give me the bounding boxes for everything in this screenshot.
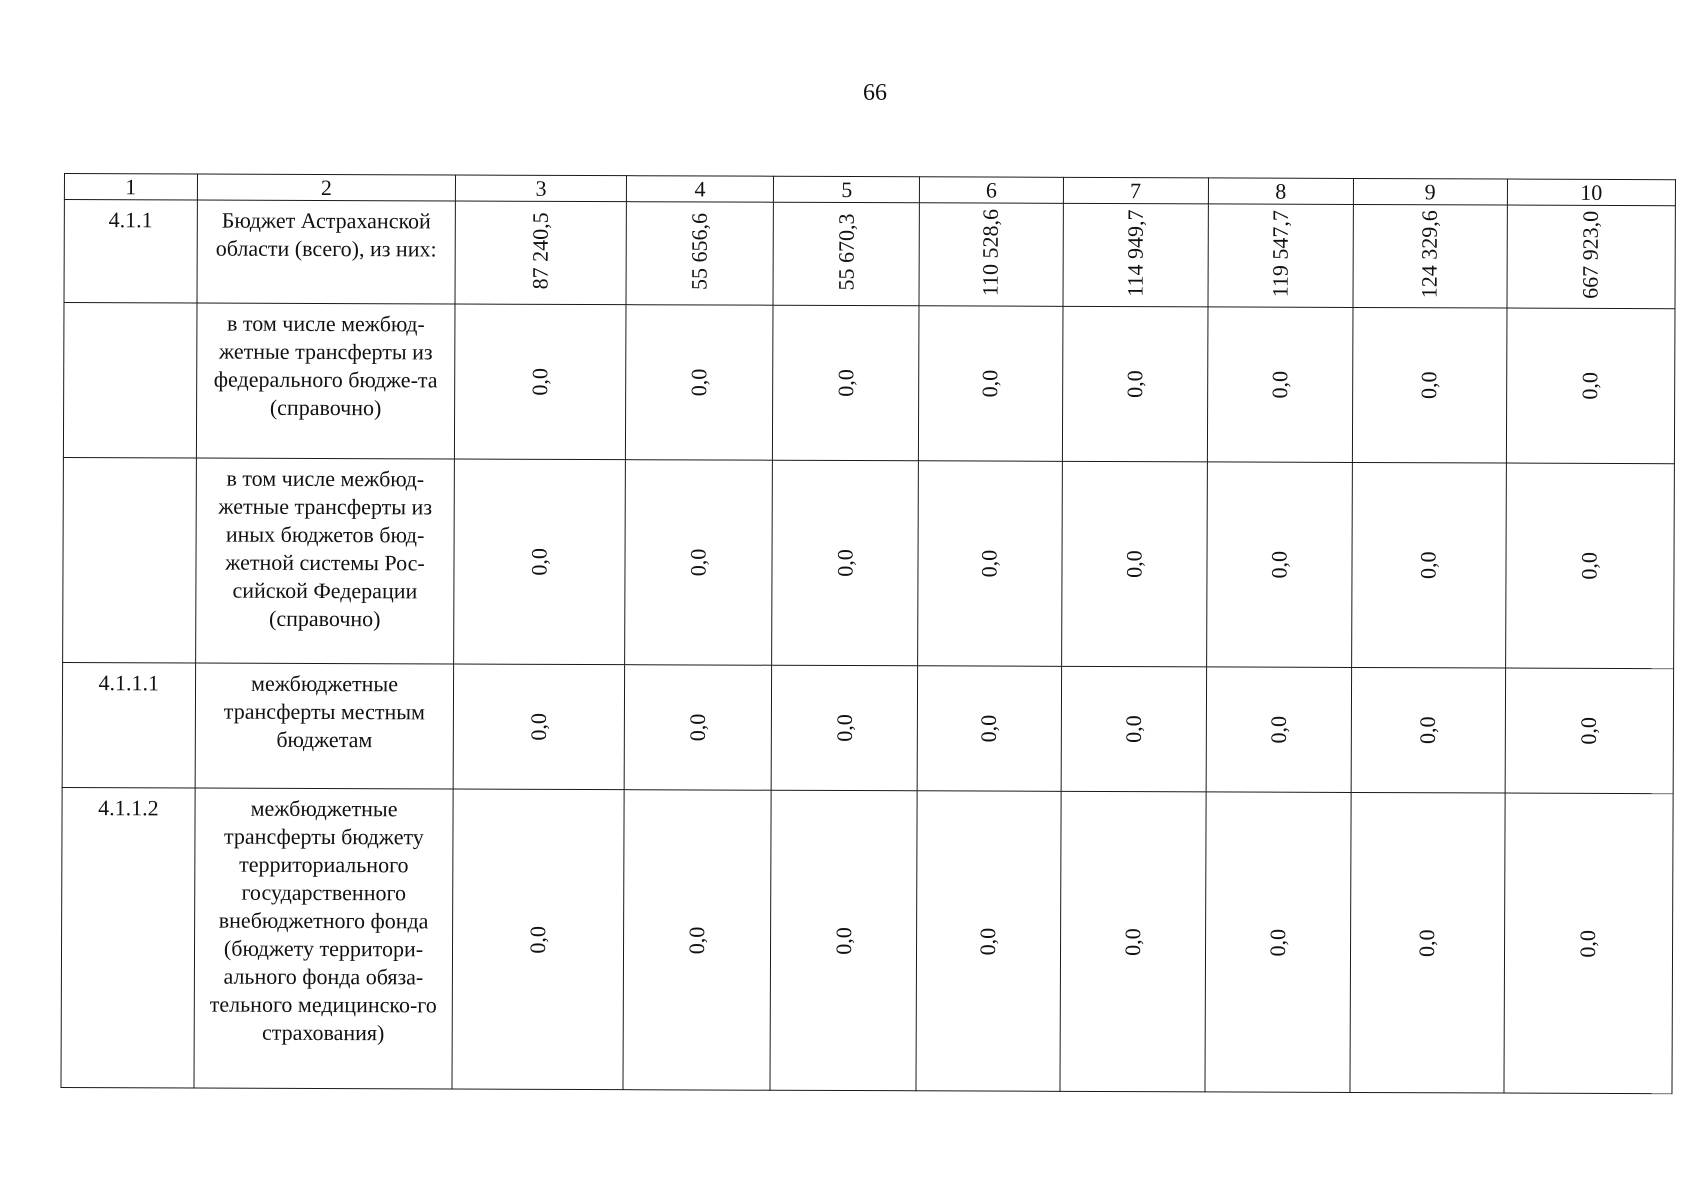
table-row bbox=[62, 662, 1673, 793]
value-text: 0,0 bbox=[832, 549, 858, 577]
value-cell bbox=[624, 460, 772, 666]
value-cell bbox=[1352, 307, 1506, 463]
value-cell bbox=[1505, 668, 1674, 794]
value-text: 0,0 bbox=[684, 713, 710, 742]
value-cell bbox=[454, 459, 625, 665]
column-number-6: 6 bbox=[920, 177, 1063, 204]
row-description: межбюджетные трансферты бюджету территориального государственного внебюджетного фонда (бюджету территори-ального фонда обяза-тельного медицинско-го страхования) bbox=[194, 788, 454, 1089]
value-text: 114 949,7 bbox=[1122, 209, 1148, 297]
value-text: 87 240,5 bbox=[527, 212, 553, 290]
value-text: 667 923,0 bbox=[1577, 210, 1604, 299]
value-text: 0,0 bbox=[525, 713, 552, 741]
value-cell bbox=[455, 201, 626, 305]
value-text: 0,0 bbox=[1119, 927, 1145, 956]
column-number-4: 4 bbox=[626, 176, 773, 203]
value-cell bbox=[1206, 667, 1352, 793]
value-text: 0,0 bbox=[526, 548, 552, 576]
value-cell bbox=[1063, 203, 1209, 307]
value-text: 0,0 bbox=[1415, 716, 1441, 745]
value-cell bbox=[772, 460, 919, 666]
column-number-10: 10 bbox=[1507, 179, 1676, 206]
value-text: 0,0 bbox=[976, 714, 1002, 743]
row-number bbox=[63, 303, 196, 459]
value-cell bbox=[624, 665, 772, 791]
table-row bbox=[63, 303, 1675, 464]
value-text: 0,0 bbox=[977, 369, 1003, 398]
value-text: 0,0 bbox=[976, 549, 1003, 578]
value-cell bbox=[1206, 462, 1352, 668]
value-text: 0,0 bbox=[527, 368, 553, 396]
column-number-7: 7 bbox=[1063, 177, 1208, 204]
value-cell bbox=[1506, 308, 1675, 464]
value-cell bbox=[623, 790, 771, 1091]
value-cell bbox=[773, 202, 920, 306]
value-text: 0,0 bbox=[830, 926, 856, 955]
value-text: 0,0 bbox=[1120, 715, 1146, 743]
value-text: 124 329,6 bbox=[1416, 210, 1443, 299]
value-text: 0,0 bbox=[1576, 717, 1602, 745]
value-cell bbox=[916, 791, 1060, 1092]
value-cell bbox=[918, 461, 1062, 667]
value-text: 0,0 bbox=[831, 714, 857, 742]
value-text: 55 656,6 bbox=[686, 212, 712, 290]
value-text: 0,0 bbox=[1266, 370, 1293, 399]
column-number-9: 9 bbox=[1353, 178, 1507, 205]
column-number-8: 8 bbox=[1208, 178, 1353, 205]
value-cell bbox=[1507, 205, 1676, 309]
value-cell bbox=[770, 790, 917, 1091]
value-cell bbox=[918, 666, 1062, 792]
value-cell bbox=[771, 665, 918, 791]
value-cell bbox=[1207, 307, 1353, 463]
value-text: 0,0 bbox=[1266, 550, 1292, 579]
value-cell bbox=[1351, 667, 1505, 793]
value-cell bbox=[1061, 666, 1207, 792]
row-description: в том числе межбюд-жетные трансферты из иных бюджетов бюд-жетной системы Рос-сийской Федерации (справочно) bbox=[195, 458, 455, 664]
column-number-5: 5 bbox=[774, 176, 920, 203]
value-text: 0,0 bbox=[685, 548, 711, 577]
row-number bbox=[63, 457, 196, 663]
column-number-2: 2 bbox=[197, 174, 456, 201]
table-row bbox=[63, 457, 1675, 668]
row-number: 4.1.1.1 bbox=[62, 662, 195, 788]
value-cell bbox=[1352, 462, 1506, 668]
value-text: 0,0 bbox=[1414, 928, 1440, 957]
value-text: 0,0 bbox=[525, 925, 551, 954]
row-description: в том числе межбюд-жетные трансферты из федерального бюдже-та (справочно) bbox=[196, 303, 455, 459]
value-cell bbox=[625, 305, 773, 461]
value-text: 0,0 bbox=[1121, 370, 1147, 398]
row-number: 4.1.1.2 bbox=[61, 787, 195, 1088]
budget-table bbox=[60, 173, 1676, 1094]
value-cell bbox=[919, 203, 1062, 307]
value-text: 0,0 bbox=[1121, 550, 1147, 578]
table-row bbox=[61, 787, 1673, 1093]
value-text: 0,0 bbox=[1577, 372, 1603, 400]
value-text: 119 547,7 bbox=[1267, 209, 1293, 298]
value-cell bbox=[454, 664, 625, 790]
value-cell bbox=[1350, 792, 1505, 1093]
value-text: 55 670,3 bbox=[833, 213, 859, 291]
value-cell bbox=[919, 306, 1063, 462]
column-number-1: 1 bbox=[64, 174, 197, 201]
value-cell bbox=[1062, 306, 1208, 462]
row-description: Бюджет Астраханской области (всего), из них: bbox=[197, 200, 456, 304]
value-cell bbox=[455, 304, 626, 460]
column-number-3: 3 bbox=[456, 175, 627, 202]
page-number: 66 bbox=[863, 80, 887, 106]
value-text: 0,0 bbox=[975, 927, 1001, 955]
value-cell bbox=[1353, 204, 1507, 308]
value-text: 0,0 bbox=[1576, 552, 1602, 580]
value-cell bbox=[1205, 792, 1351, 1093]
row-number: 4.1.1 bbox=[64, 200, 197, 304]
value-text: 0,0 bbox=[1265, 715, 1291, 744]
value-cell bbox=[1060, 791, 1206, 1092]
value-cell bbox=[1061, 461, 1207, 667]
value-text: 0,0 bbox=[686, 368, 712, 397]
value-cell bbox=[452, 789, 624, 1090]
value-cell bbox=[1505, 463, 1674, 669]
value-text: 0,0 bbox=[1416, 371, 1442, 400]
value-cell bbox=[626, 202, 774, 306]
value-cell bbox=[773, 305, 920, 461]
value-text: 0,0 bbox=[684, 926, 710, 954]
value-text: 0,0 bbox=[1264, 928, 1290, 956]
value-text: 0,0 bbox=[1415, 551, 1441, 580]
table-row bbox=[64, 200, 1675, 309]
value-text: 0,0 bbox=[1575, 929, 1601, 958]
value-cell bbox=[1504, 793, 1674, 1094]
value-text: 110 528,6 bbox=[978, 208, 1004, 297]
row-description: межбюджетные трансферты местным бюджетам bbox=[195, 663, 454, 789]
value-cell bbox=[1208, 204, 1354, 308]
value-text: 0,0 bbox=[832, 369, 859, 397]
